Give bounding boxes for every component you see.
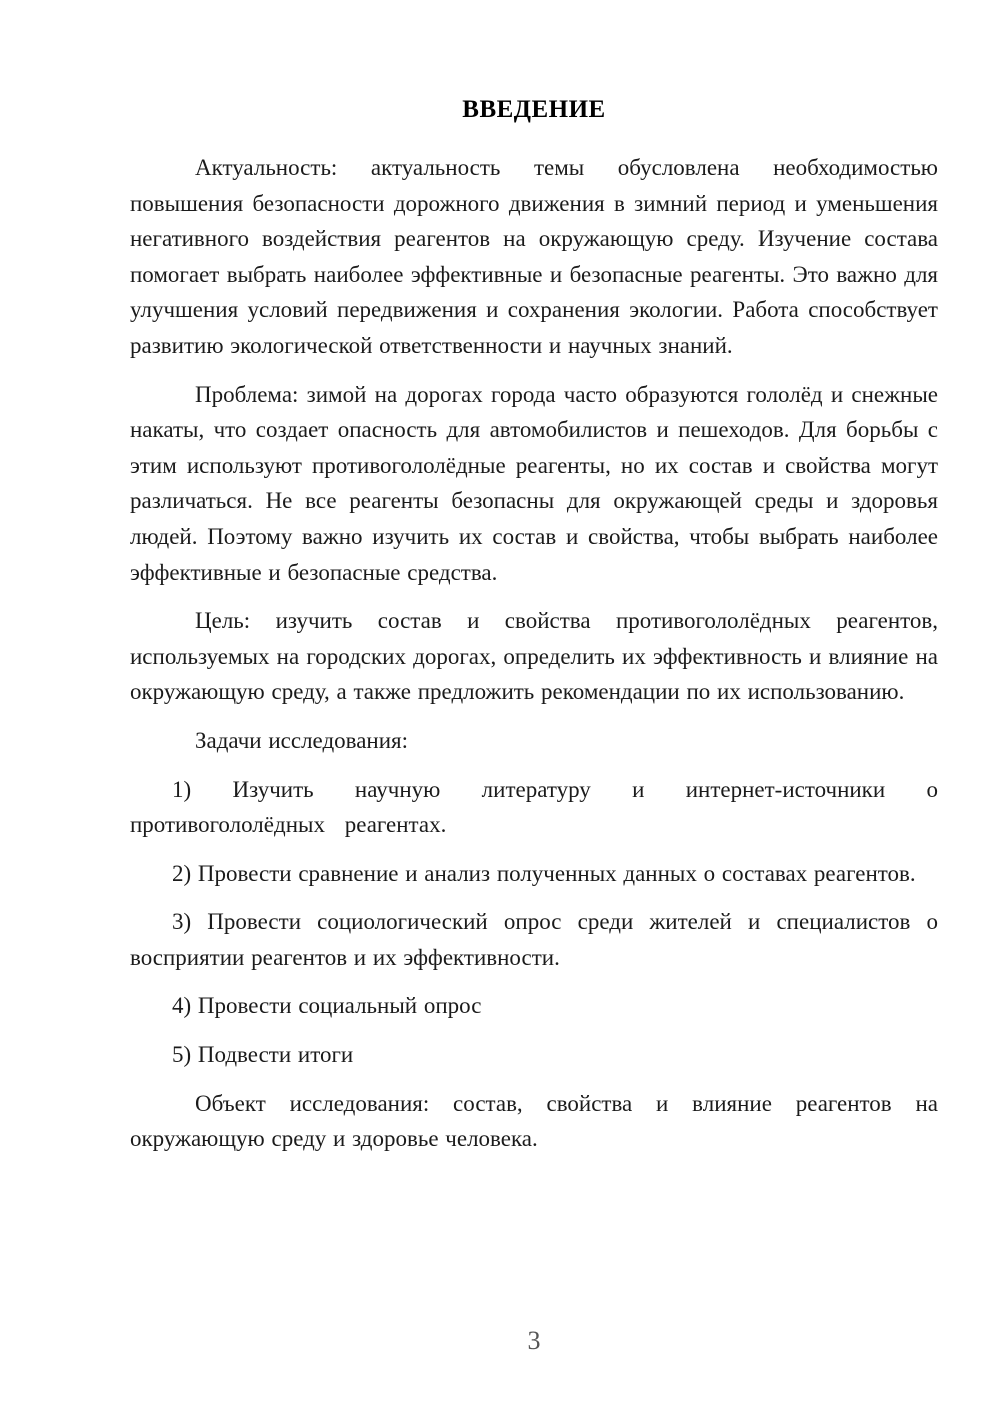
paragraph-tasks-label: Задачи исследования:	[195, 727, 409, 753]
page-title: ВВЕДЕНИЕ	[462, 96, 606, 123]
page-number: 3	[527, 1326, 541, 1355]
paragraph-problem: Проблема: зимой на дорогах города часто образуются гололёд и снежные накаты, что создает опасность для автомобилистов и пешеходов. Для борьбы с этим используют противогололёдные реагенты, но их состав и свойства могут различаться. Не все реагенты безопасны для окружающей среды и здоровья людей. Поэтому важно изучить их состав и свойства, чтобы выбрать наиболее эффективные и безопасные средства.	[130, 381, 938, 585]
paragraph-object: Объект исследования: состав, свойства и влияние реагентов на окружающую среду и здоровье человека.	[130, 1090, 938, 1152]
task-item-5: 5) Подвести итоги	[172, 1042, 354, 1068]
task-item-3: 3) Провести социологический опрос среди жителей и специалистов о восприятии реагентов и их эффективности.	[130, 909, 938, 970]
task-item-1: 1) Изучить научную литературу и интернет-источники о противогололёдных реагентах.	[130, 776, 938, 838]
paragraph-goal: Цель: изучить состав и свойства противогололёдных реагентов, используемых на городских дорогах, определить их эффективность и влияние на окружающую среду, а также предложить рекомендации по их использованию.	[130, 608, 938, 705]
task-item-2: 2) Провести сравнение и анализ полученных данных о составах реагентов.	[172, 860, 916, 886]
paragraph-relevance: Актуальность: актуальность темы обусловлена необходимостью повышения безопасности дорожного движения в зимний период и уменьшения негативного воздействия реагентов на окружающую среду. Изучение состава помогает выбрать наиболее эффективные и безопасные реагенты. Это важно для улучшения условий передвижения и сохранения экологии. Работа способствует развитию экологической ответственности и научных знаний.	[130, 155, 938, 358]
document-content	[130, 97, 938, 1170]
task-item-4: 4) Провести социальный опрос	[172, 993, 482, 1019]
